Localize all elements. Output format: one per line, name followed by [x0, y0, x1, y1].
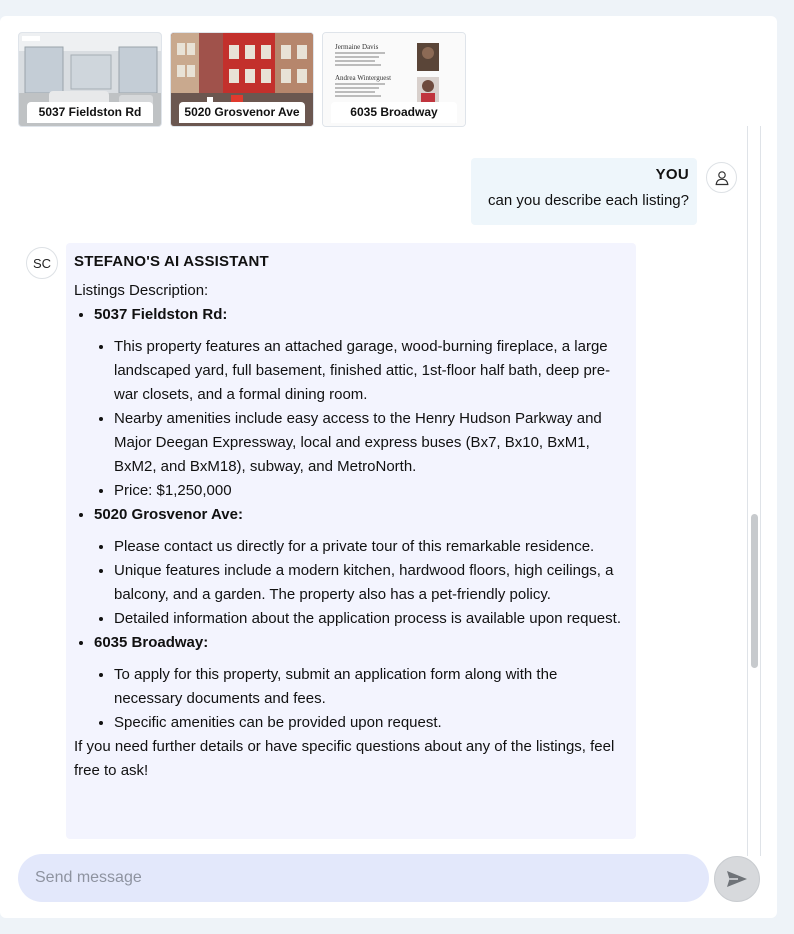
send-icon	[726, 870, 748, 888]
message-input[interactable]	[35, 869, 709, 887]
list-item: • Unique features include a modern kitchen, hardwood floors, high ceilings, a balcony, and a garden. The property also has a pet-friendly policy.	[114, 559, 628, 607]
listing-card-broadway[interactable]	[322, 32, 466, 127]
assistant-name: STEFANO'S AI ASSISTANT	[74, 253, 269, 270]
assistant-avatar: SC	[26, 247, 58, 279]
list-item: • Specific amenities can be provided upon request.	[114, 711, 628, 735]
listing-heading: 6035 Broadway:	[94, 634, 209, 651]
send-button[interactable]	[714, 856, 760, 902]
list-item: • This property features an attached garage, wood-burning fireplace, a large landscaped yard, full basement, finished attic, 1st-floor half bath, deep pre-war closets, and a formal dining room.	[114, 335, 628, 407]
listing-details	[114, 335, 628, 503]
list-item: • Price: $1,250,000	[114, 479, 628, 503]
message-composer	[18, 854, 709, 902]
list-item	[94, 631, 628, 735]
assistant-message-bubble	[66, 243, 636, 839]
chat-scrollbar[interactable]	[747, 126, 761, 856]
listing-label: 5037 Fieldston Rd	[27, 102, 153, 123]
listing-card-fieldston[interactable]	[18, 32, 162, 127]
user-message-bubble	[471, 158, 697, 225]
list-item: • Nearby amenities include easy access to the Henry Hudson Parkway and Major Deegan Expressway, local and express buses (Bx7, Bx10, BxM1, BxM2, and BxM18), subway, and MetroNorth.	[114, 407, 628, 479]
listing-description-list	[94, 303, 628, 735]
chat-panel	[0, 16, 777, 918]
chat-messages	[0, 128, 761, 848]
user-message-text: can you describe each listing?	[488, 192, 689, 209]
list-item: • Detailed information about the application process is available upon request.	[114, 607, 628, 631]
listing-details	[114, 663, 628, 735]
assistant-outro: If you need further details or have specific questions about any of the listings, feel free to ask!	[74, 738, 615, 779]
assistant-intro: Listings Description:	[74, 282, 209, 299]
user-avatar	[706, 162, 737, 193]
list-item	[94, 303, 628, 503]
listing-heading: 5020 Grosvenor Ave:	[94, 506, 243, 523]
listing-thumbnails	[18, 32, 466, 127]
listing-details	[114, 535, 628, 631]
list-item: • Please contact us directly for a private tour of this remarkable residence.	[114, 535, 628, 559]
listing-heading: 5037 Fieldston Rd:	[94, 306, 228, 323]
listing-label: 5020 Grosvenor Ave	[179, 102, 305, 123]
listing-label: 6035 Broadway	[331, 102, 457, 123]
scrollbar-thumb[interactable]	[751, 514, 758, 668]
user-name: YOU	[655, 166, 689, 183]
list-item: • To apply for this property, submit an application form along with the necessary documents and fees.	[114, 663, 628, 711]
list-item	[94, 503, 628, 631]
agent-name-1: Jermaine Davis	[335, 43, 379, 51]
listing-card-grosvenor[interactable]	[170, 32, 314, 127]
user-icon	[714, 170, 730, 186]
agent-name-2: Andrea Winterguest	[335, 74, 392, 82]
